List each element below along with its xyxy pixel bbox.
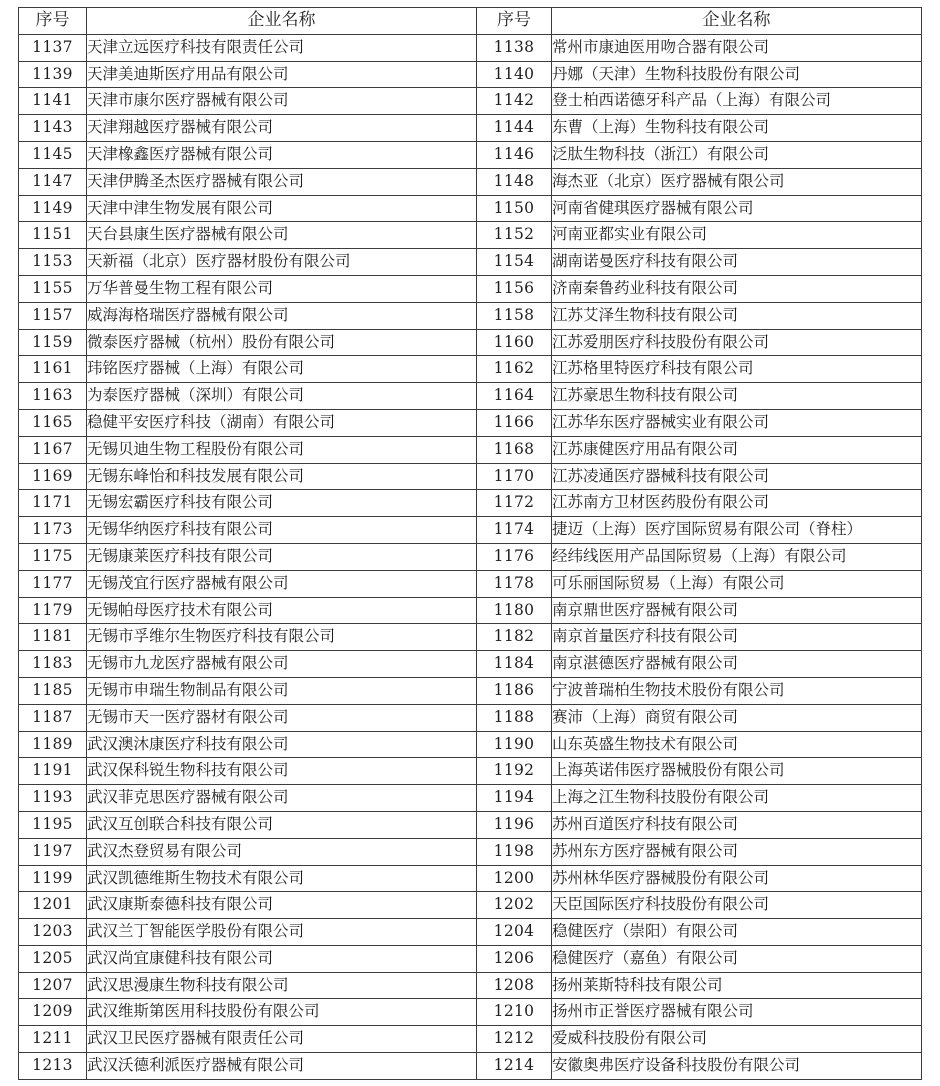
company-name-left: 无锡茂宜行医疗器械有限公司	[87, 570, 477, 597]
company-name-right: 苏州林华医疗器械股份有限公司	[552, 865, 922, 892]
seq-number-left: 1183	[19, 651, 87, 678]
table-row	[19, 115, 922, 142]
seq-number-right: 1190	[477, 731, 552, 758]
seq-number-left: 1209	[19, 999, 87, 1026]
seq-number-right: 1214	[477, 1053, 552, 1080]
table-row	[19, 436, 922, 463]
company-name-right: 常州市康迪医用吻合器有限公司	[552, 34, 922, 61]
table-row	[19, 61, 922, 88]
company-name-right: 赛沛（上海）商贸有限公司	[552, 704, 922, 731]
table-row	[19, 865, 922, 892]
company-name-left: 无锡东峰怡和科技发展有限公司	[87, 463, 477, 490]
seq-number-left: 1187	[19, 704, 87, 731]
table-row	[19, 543, 922, 570]
company-name-right: 扬州市正誉医疗器械有限公司	[552, 999, 922, 1026]
seq-number-right: 1202	[477, 892, 552, 919]
seq-number-left: 1147	[19, 168, 87, 195]
seq-number-left: 1153	[19, 249, 87, 276]
header-row	[19, 8, 922, 35]
table-row	[19, 383, 922, 410]
company-name-right: 可乐丽国际贸易（上海）有限公司	[552, 570, 922, 597]
seq-number-left: 1199	[19, 865, 87, 892]
seq-number-left: 1163	[19, 383, 87, 410]
seq-number-right: 1196	[477, 811, 552, 838]
seq-number-left: 1177	[19, 570, 87, 597]
table-row	[19, 892, 922, 919]
seq-number-left: 1159	[19, 329, 87, 356]
table-row	[19, 811, 922, 838]
seq-number-right: 1170	[477, 463, 552, 490]
company-name-right: 天臣国际医疗科技股份有限公司	[552, 892, 922, 919]
seq-number-left: 1185	[19, 677, 87, 704]
table-row	[19, 356, 922, 383]
company-name-left: 天津伊腾圣杰医疗器械有限公司	[87, 168, 477, 195]
company-name-left: 无锡市孚维尔生物医疗科技有限公司	[87, 624, 477, 651]
table-row	[19, 409, 922, 436]
header-company-left: 企业名称	[87, 8, 477, 35]
company-name-left: 武汉沃德利派医疗器械有限公司	[87, 1053, 477, 1080]
company-name-left: 武汉杰登贸易有限公司	[87, 838, 477, 865]
company-name-left: 稳健平安医疗科技（湖南）有限公司	[87, 409, 477, 436]
company-name-left: 武汉尚宜康健科技有限公司	[87, 945, 477, 972]
table-row	[19, 651, 922, 678]
company-name-right: 苏州东方医疗器械有限公司	[552, 838, 922, 865]
seq-number-left: 1169	[19, 463, 87, 490]
seq-number-right: 1188	[477, 704, 552, 731]
company-name-left: 天津美迪斯医疗用品有限公司	[87, 61, 477, 88]
seq-number-right: 1168	[477, 436, 552, 463]
seq-number-right: 1164	[477, 383, 552, 410]
seq-number-right: 1204	[477, 919, 552, 946]
company-name-right: 河南亚都实业有限公司	[552, 222, 922, 249]
seq-number-right: 1182	[477, 624, 552, 651]
seq-number-left: 1207	[19, 972, 87, 999]
company-name-left: 无锡市九龙医疗器械有限公司	[87, 651, 477, 678]
company-name-left: 无锡华纳医疗科技有限公司	[87, 517, 477, 544]
header-seq-left: 序号	[19, 8, 87, 35]
seq-number-right: 1192	[477, 758, 552, 785]
seq-number-left: 1195	[19, 811, 87, 838]
table-row	[19, 758, 922, 785]
company-name-left: 天台县康生医疗器械有限公司	[87, 222, 477, 249]
company-name-left: 威海海格瑞医疗器械有限公司	[87, 302, 477, 329]
seq-number-right: 1162	[477, 356, 552, 383]
seq-number-left: 1155	[19, 275, 87, 302]
table-row	[19, 463, 922, 490]
table-row	[19, 677, 922, 704]
seq-number-left: 1193	[19, 785, 87, 812]
seq-number-left: 1175	[19, 543, 87, 570]
seq-number-left: 1143	[19, 115, 87, 142]
company-name-right: 扬州莱斯特科技有限公司	[552, 972, 922, 999]
company-name-right: 南京湛德医疗器械有限公司	[552, 651, 922, 678]
seq-number-right: 1176	[477, 543, 552, 570]
table-row	[19, 731, 922, 758]
company-name-right: 稳健医疗（崇阳）有限公司	[552, 919, 922, 946]
company-name-left: 武汉互创联合科技有限公司	[87, 811, 477, 838]
seq-number-right: 1198	[477, 838, 552, 865]
company-name-right: 江苏康健医疗用品有限公司	[552, 436, 922, 463]
seq-number-left: 1173	[19, 517, 87, 544]
table-row	[19, 624, 922, 651]
seq-number-left: 1197	[19, 838, 87, 865]
company-name-left: 武汉思漫康生物科技有限公司	[87, 972, 477, 999]
company-name-left: 玮铭医疗器械（上海）有限公司	[87, 356, 477, 383]
table-row	[19, 972, 922, 999]
company-name-right: 登士柏西诺德牙科产品（上海）有限公司	[552, 88, 922, 115]
seq-number-left: 1137	[19, 34, 87, 61]
seq-number-right: 1152	[477, 222, 552, 249]
seq-number-right: 1210	[477, 999, 552, 1026]
company-name-left: 武汉保科锐生物科技有限公司	[87, 758, 477, 785]
company-name-left: 武汉凯德维斯生物技术有限公司	[87, 865, 477, 892]
table-row	[19, 919, 922, 946]
company-name-right: 稳健医疗（嘉鱼）有限公司	[552, 945, 922, 972]
company-name-right: 东曹（上海）生物科技有限公司	[552, 115, 922, 142]
company-name-left: 微泰医疗器械（杭州）股份有限公司	[87, 329, 477, 356]
seq-number-left: 1149	[19, 195, 87, 222]
company-name-right: 捷迈（上海）医疗国际贸易有限公司（脊柱）	[552, 517, 922, 544]
table-row	[19, 517, 922, 544]
company-name-left: 无锡市申瑞生物制品有限公司	[87, 677, 477, 704]
table-row	[19, 168, 922, 195]
table-row	[19, 88, 922, 115]
company-name-left: 天津立远医疗科技有限责任公司	[87, 34, 477, 61]
seq-number-right: 1142	[477, 88, 552, 115]
company-table	[18, 7, 922, 1080]
seq-number-left: 1141	[19, 88, 87, 115]
company-name-left: 无锡康莱医疗科技有限公司	[87, 543, 477, 570]
seq-number-left: 1213	[19, 1053, 87, 1080]
company-name-right: 江苏艾泽生物科技有限公司	[552, 302, 922, 329]
table-row	[19, 838, 922, 865]
table-row	[19, 249, 922, 276]
seq-number-right: 1166	[477, 409, 552, 436]
seq-number-right: 1156	[477, 275, 552, 302]
seq-number-left: 1205	[19, 945, 87, 972]
company-name-left: 为泰医疗器械（深圳）有限公司	[87, 383, 477, 410]
seq-number-left: 1161	[19, 356, 87, 383]
company-name-right: 济南秦鲁药业科技有限公司	[552, 275, 922, 302]
table-row	[19, 999, 922, 1026]
company-name-left: 天津市康尔医疗器械有限公司	[87, 88, 477, 115]
company-name-left: 武汉澳沐康医疗科技有限公司	[87, 731, 477, 758]
seq-number-right: 1154	[477, 249, 552, 276]
seq-number-right: 1208	[477, 972, 552, 999]
company-name-right: 上海英诺伟医疗器械股份有限公司	[552, 758, 922, 785]
seq-number-left: 1165	[19, 409, 87, 436]
company-name-right: 江苏华东医疗器械实业有限公司	[552, 409, 922, 436]
seq-number-right: 1150	[477, 195, 552, 222]
company-name-left: 武汉卫民医疗器械有限责任公司	[87, 1026, 477, 1053]
company-name-left: 无锡宏霸医疗科技有限公司	[87, 490, 477, 517]
company-name-right: 宁波普瑞柏生物技术股份有限公司	[552, 677, 922, 704]
table-row	[19, 597, 922, 624]
table-row	[19, 195, 922, 222]
seq-number-right: 1200	[477, 865, 552, 892]
company-name-right: 江苏豪思生物科技有限公司	[552, 383, 922, 410]
company-name-left: 天新福（北京）医疗器材股份有限公司	[87, 249, 477, 276]
company-name-right: 爱威科技股份有限公司	[552, 1026, 922, 1053]
company-name-right: 上海之江生物科技股份有限公司	[552, 785, 922, 812]
seq-number-right: 1178	[477, 570, 552, 597]
company-name-right: 安徽奥弗医疗设备科技股份有限公司	[552, 1053, 922, 1080]
company-name-left: 无锡市天一医疗器材有限公司	[87, 704, 477, 731]
table-row	[19, 222, 922, 249]
seq-number-right: 1144	[477, 115, 552, 142]
table-row	[19, 945, 922, 972]
seq-number-left: 1203	[19, 919, 87, 946]
table-row	[19, 34, 922, 61]
seq-number-right: 1160	[477, 329, 552, 356]
company-name-left: 万华普曼生物工程有限公司	[87, 275, 477, 302]
seq-number-left: 1145	[19, 141, 87, 168]
company-list-document	[18, 7, 922, 1080]
company-name-left: 武汉菲克思医疗器械有限公司	[87, 785, 477, 812]
seq-number-right: 1148	[477, 168, 552, 195]
seq-number-left: 1171	[19, 490, 87, 517]
seq-number-left: 1157	[19, 302, 87, 329]
seq-number-right: 1206	[477, 945, 552, 972]
company-name-left: 无锡帕母医疗技术有限公司	[87, 597, 477, 624]
company-name-right: 经纬线医用产品国际贸易（上海）有限公司	[552, 543, 922, 570]
table-row	[19, 1053, 922, 1080]
seq-number-right: 1180	[477, 597, 552, 624]
company-name-right: 江苏格里特医疗科技有限公司	[552, 356, 922, 383]
seq-number-left: 1189	[19, 731, 87, 758]
company-name-left: 无锡贝迪生物工程股份有限公司	[87, 436, 477, 463]
table-body	[19, 34, 922, 1079]
company-name-right: 湖南诺曼医疗科技有限公司	[552, 249, 922, 276]
seq-number-right: 1194	[477, 785, 552, 812]
company-name-right: 丹娜（天津）生物科技股份有限公司	[552, 61, 922, 88]
company-name-right: 泛肽生物科技（浙江）有限公司	[552, 141, 922, 168]
seq-number-left: 1179	[19, 597, 87, 624]
company-name-left: 武汉维斯第医用科技股份有限公司	[87, 999, 477, 1026]
table-row	[19, 785, 922, 812]
seq-number-left: 1201	[19, 892, 87, 919]
company-name-right: 南京鼎世医疗器械有限公司	[552, 597, 922, 624]
seq-number-right: 1212	[477, 1026, 552, 1053]
company-name-right: 山东英盛生物技术有限公司	[552, 731, 922, 758]
company-name-right: 苏州百道医疗科技有限公司	[552, 811, 922, 838]
seq-number-right: 1140	[477, 61, 552, 88]
seq-number-right: 1172	[477, 490, 552, 517]
seq-number-left: 1181	[19, 624, 87, 651]
table-row	[19, 275, 922, 302]
company-name-left: 天津翔越医疗器械有限公司	[87, 115, 477, 142]
seq-number-right: 1186	[477, 677, 552, 704]
company-name-right: 南京首量医疗科技有限公司	[552, 624, 922, 651]
seq-number-left: 1211	[19, 1026, 87, 1053]
company-name-right: 江苏爱朋医疗科技股份有限公司	[552, 329, 922, 356]
company-name-right: 河南省健琪医疗器械有限公司	[552, 195, 922, 222]
seq-number-right: 1174	[477, 517, 552, 544]
table-row	[19, 329, 922, 356]
table-row	[19, 1026, 922, 1053]
company-name-left: 天津中津生物发展有限公司	[87, 195, 477, 222]
seq-number-left: 1167	[19, 436, 87, 463]
seq-number-left: 1191	[19, 758, 87, 785]
seq-number-right: 1184	[477, 651, 552, 678]
table-row	[19, 704, 922, 731]
table-row	[19, 141, 922, 168]
header-company-right: 企业名称	[552, 8, 922, 35]
seq-number-right: 1158	[477, 302, 552, 329]
seq-number-right: 1138	[477, 34, 552, 61]
seq-number-left: 1139	[19, 61, 87, 88]
company-name-right: 江苏南方卫材医药股份有限公司	[552, 490, 922, 517]
company-name-left: 武汉兰丁智能医学股份有限公司	[87, 919, 477, 946]
company-name-right: 江苏凌通医疗器械科技有限公司	[552, 463, 922, 490]
seq-number-right: 1146	[477, 141, 552, 168]
table-row	[19, 490, 922, 517]
table-row	[19, 302, 922, 329]
company-name-left: 天津橡鑫医疗器械有限公司	[87, 141, 477, 168]
seq-number-left: 1151	[19, 222, 87, 249]
table-row	[19, 570, 922, 597]
company-name-left: 武汉康斯泰德科技有限公司	[87, 892, 477, 919]
company-name-right: 海杰亚（北京）医疗器械有限公司	[552, 168, 922, 195]
header-seq-right: 序号	[477, 8, 552, 35]
